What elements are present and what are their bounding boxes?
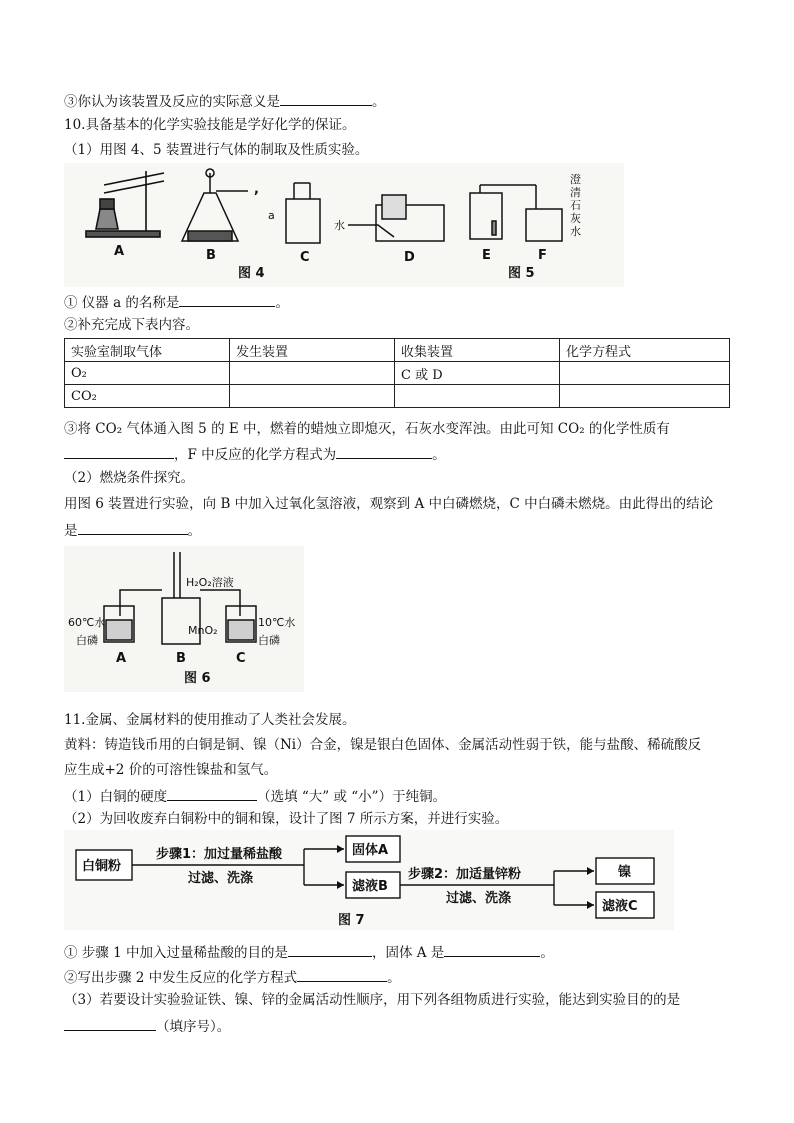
answer-blank[interactable] <box>444 942 540 957</box>
q10-part2-line2: 是 。 <box>64 520 201 540</box>
h2o2-label: H₂O₂溶液 <box>186 576 234 589</box>
figure-4-5-apparatus <box>64 163 624 287</box>
fig6-label-c: C <box>236 651 246 666</box>
table-row: O₂ C 或 D <box>65 362 730 385</box>
answer-blank[interactable] <box>280 91 372 106</box>
fig4-label-c: C <box>300 250 310 265</box>
table-cell-input[interactable] <box>395 385 560 408</box>
answer-blank[interactable] <box>297 967 387 982</box>
figure-7-flowchart <box>64 830 674 930</box>
table-header: 收集装置 <box>395 339 560 362</box>
q11-q1: ① 步骤 1 中加入过量稀盐酸的目的是 ，固体 A 是 。 <box>64 942 554 962</box>
answer-blank[interactable] <box>78 520 188 535</box>
svg-text:固体A: 固体A <box>352 843 389 858</box>
table-cell-input[interactable] <box>560 385 730 408</box>
q11-info-2: 应生成+2 价的可溶性镍盐和氢气。 <box>64 762 278 778</box>
answer-blank[interactable] <box>167 786 257 801</box>
data-table <box>64 338 730 408</box>
q11-title: 11.金属、金属材料的使用推动了人类社会发展。 <box>64 712 356 728</box>
table-header: 化学方程式 <box>560 339 730 362</box>
table-header: 发生装置 <box>230 339 395 362</box>
temp-60-label: 60℃水 <box>68 616 106 629</box>
q10-part1: （1）用图 4、5 装置进行气体的制取及性质实验。 <box>64 142 369 158</box>
table-cell-input[interactable] <box>230 362 395 385</box>
instrument-a-label: a <box>268 209 275 222</box>
svg-text:清: 清 <box>570 186 581 199</box>
fig6-label-a: A <box>116 651 127 666</box>
step1-label: 步骤1：加过量稀盐酸 <box>156 847 283 862</box>
fig5-label-f: F <box>538 248 547 263</box>
svg-text:灰: 灰 <box>570 212 581 225</box>
table-row: CO₂ <box>65 385 730 408</box>
q10-part2: （2）燃烧条件探究。 <box>64 470 195 486</box>
q10-q3-line2: ，F 中反应的化学方程式为 。 <box>64 444 446 464</box>
q11-part2: （2）为回收废弃白铜粉中的铜和镍，设计了图 7 所示方案，并进行实验。 <box>64 811 509 827</box>
table-cell-input[interactable] <box>560 362 730 385</box>
q10-q3-line1: ③将 CO₂ 气体通入图 5 的 E 中，燃着的蜡烛立即熄灭，石灰水变浑浊。由此可知 CO₂ 的化学性质有 <box>64 421 670 437</box>
answer-blank[interactable] <box>64 1016 156 1031</box>
fig5-label-e: E <box>482 248 491 263</box>
mno2-label: MnO₂ <box>188 624 218 637</box>
fig4-label-b: B <box>206 248 216 263</box>
fig6-label-b: B <box>176 651 186 666</box>
fig4-caption: 图 4 <box>238 266 265 281</box>
q9-line: ③你认为该装置及反应的实际意义是 。 <box>64 91 386 111</box>
white-p-label-a: 白磷 <box>76 634 98 647</box>
figure-6-apparatus <box>64 546 304 692</box>
svg-text:石: 石 <box>570 199 581 212</box>
white-p-label-c: 白磷 <box>258 634 280 647</box>
fig7-caption: 图 7 <box>338 913 365 928</box>
fig6-caption: 图 6 <box>184 671 211 686</box>
q10-q1: ① 仪器 a 的名称是 。 <box>64 292 289 312</box>
temp-10-label: 10℃水 <box>258 616 296 629</box>
lime-water-1: 澄 <box>570 173 581 186</box>
step1-sub-label: 过滤、洗涤 <box>188 871 254 886</box>
svg-text:镍: 镍 <box>618 865 632 880</box>
water-label: 水 <box>334 219 345 232</box>
answer-blank[interactable] <box>64 444 174 459</box>
q10-part2-line1: 用图 6 装置进行实验，向 B 中加入过氧化氢溶液，观察到 A 中白磷燃烧，C 中白磷未燃烧。由此得出的结论 <box>64 496 714 512</box>
svg-text:水: 水 <box>570 225 581 238</box>
q10-title: 10.具备基本的化学实验技能是学好化学的保证。 <box>64 117 356 133</box>
fig4-label-a: A <box>114 244 125 259</box>
fig4-label-d: D <box>404 250 415 265</box>
step2-sub-label: 过滤、洗涤 <box>446 891 512 906</box>
q9-text: ③你认为该装置及反应的实际意义是 <box>64 94 280 110</box>
svg-text:滤液B: 滤液B <box>352 879 388 894</box>
q11-info-1: 黄料：铸造钱币用的白铜是铜、镍（Ni）合金，镍是银白色固体、金属活动性弱于铁，能与盐酸、稀硫酸反 <box>64 737 702 753</box>
q11-part3-line1: （3）若要设计实验验证铁、镍、锌的金属活动性顺序，用下列各组物质进行实验，能达到实验目的的是 <box>64 992 681 1008</box>
fig5-caption: 图 5 <box>508 266 535 281</box>
answer-blank[interactable] <box>288 942 372 957</box>
answer-blank[interactable] <box>179 292 275 307</box>
svg-text:白铜粉: 白铜粉 <box>82 859 122 874</box>
answer-blank[interactable] <box>336 444 432 459</box>
table-cell-input[interactable] <box>230 385 395 408</box>
step2-label: 步骤2：加适量锌粉 <box>408 867 522 882</box>
svg-text:滤液C: 滤液C <box>602 899 638 914</box>
q11-q2: ②写出步骤 2 中发生反应的化学方程式 。 <box>64 967 401 987</box>
q10-q2: ②补充完成下表内容。 <box>64 317 199 333</box>
q11-part1: （1）白铜的硬度 （选填 “大” 或 “小”）于纯铜。 <box>64 786 446 806</box>
table-header: 实验室制取气体 <box>65 339 230 362</box>
q11-part3-line2: （填序号）。 <box>64 1016 230 1036</box>
svg-text:,: , <box>254 182 259 197</box>
